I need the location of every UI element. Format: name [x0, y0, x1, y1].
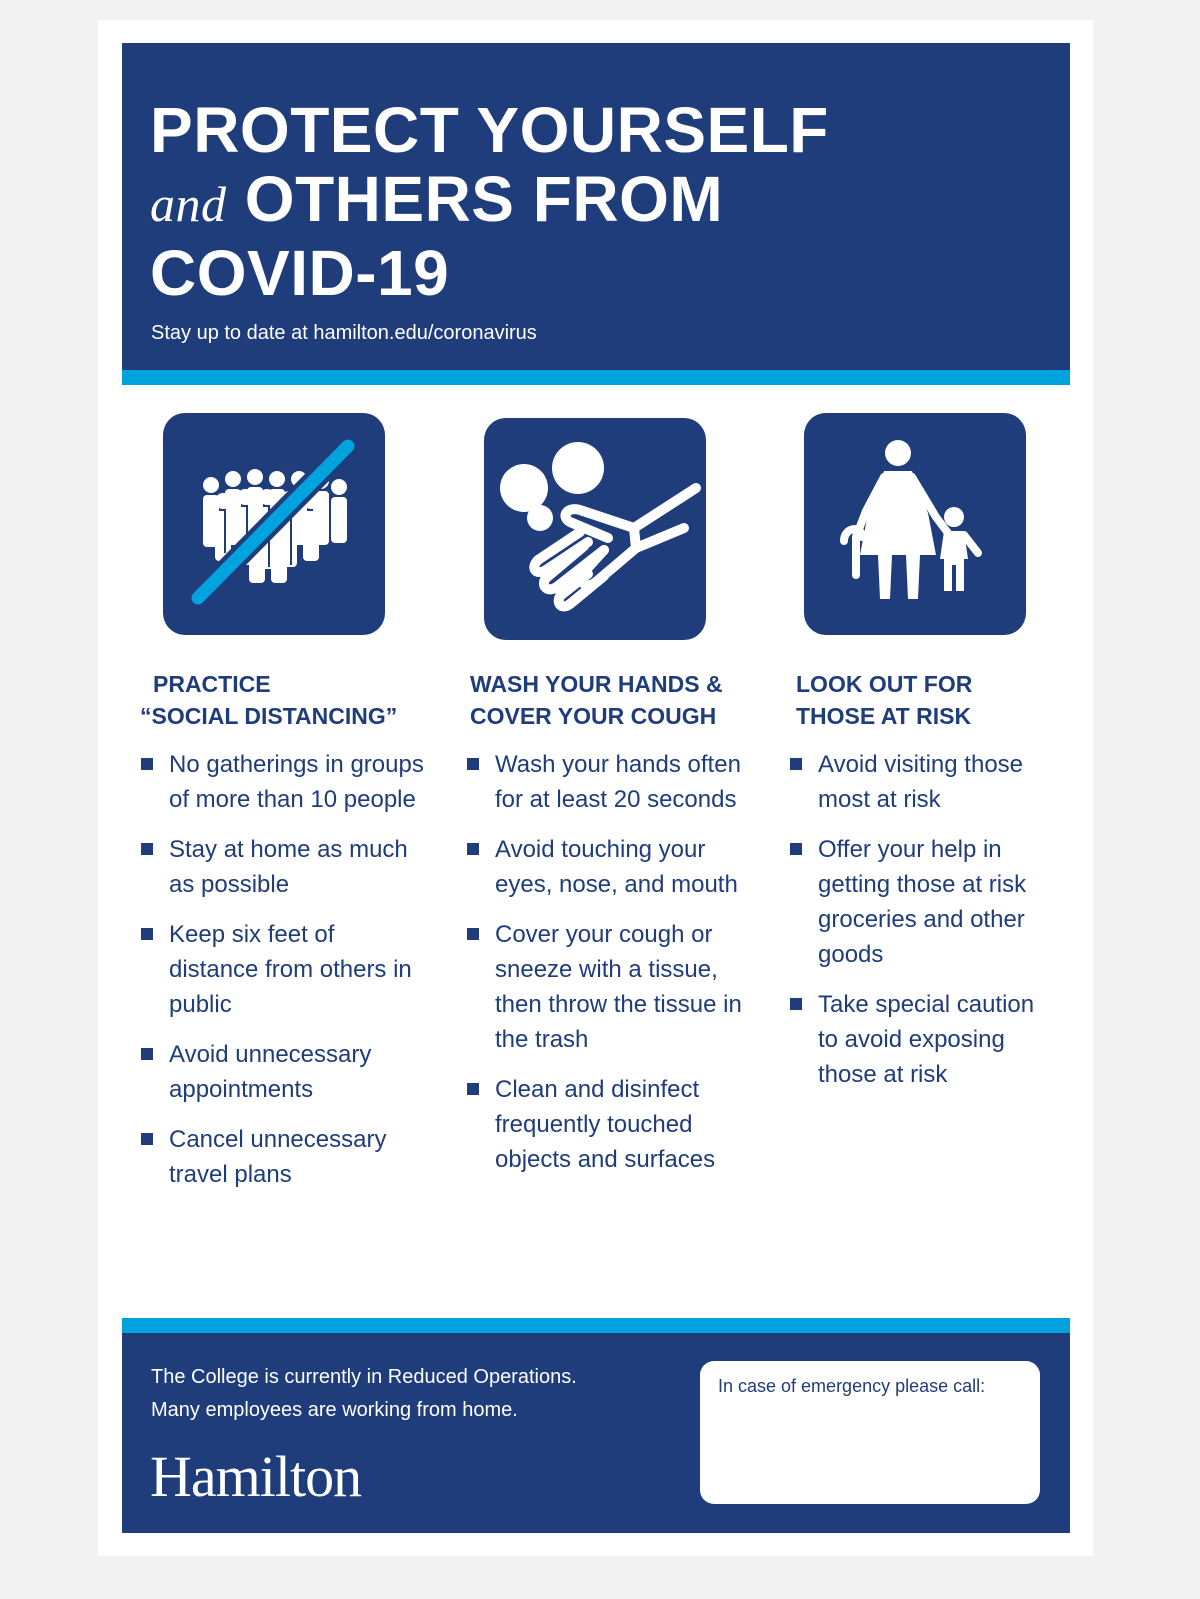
- list-item: [141, 917, 426, 1022]
- column-title-line-2: COVER YOUR COUGH: [470, 703, 717, 729]
- bullet-square: [790, 998, 802, 1010]
- bullet-square: [141, 1048, 153, 1060]
- list-item-text: Cover your cough or sneeze with a tissue, then throw the tissue in the trash: [495, 921, 742, 1053]
- list-item: [790, 987, 1060, 1092]
- column-title-line-1: WASH YOUR HANDS &: [470, 671, 723, 697]
- list-item-text: Stay at home as much as possible: [169, 836, 408, 898]
- social-distancing-list: [141, 747, 426, 1207]
- bullet-square: [141, 1133, 153, 1145]
- list-item: [467, 917, 757, 1057]
- column-title-line-2: THOSE AT RISK: [796, 703, 972, 729]
- column-title-at-risk: [796, 668, 972, 732]
- emergency-label: In case of emergency please call:: [718, 1376, 986, 1396]
- top-accent-stripe: [122, 370, 1070, 385]
- list-item: [467, 747, 757, 817]
- at-risk-list: [790, 747, 1060, 1107]
- title-line-2: OTHERS FROM: [244, 163, 724, 235]
- column-title-line-1: LOOK OUT FOR: [796, 671, 973, 697]
- column-title-social-distancing: [140, 668, 397, 732]
- bullet-square: [141, 843, 153, 855]
- bullet-square: [790, 758, 802, 770]
- list-item: [790, 747, 1060, 817]
- list-item-text: Clean and disinfect frequently touched objects and surfaces: [495, 1076, 716, 1173]
- bullet-square: [467, 928, 479, 940]
- footer-notice: [151, 1361, 577, 1427]
- bullet-square: [467, 1083, 479, 1095]
- column-title-wash-hands: [470, 668, 723, 732]
- list-item: [790, 832, 1060, 972]
- bullet-square: [467, 758, 479, 770]
- bullet-square: [790, 843, 802, 855]
- list-item-text: Keep six feet of distance from others in public: [169, 921, 412, 1018]
- page-title: [150, 96, 829, 308]
- title-line-1: PROTECT YOURSELF: [150, 94, 829, 166]
- header-subtitle: Stay up to date at hamilton.edu/coronavirus: [151, 322, 537, 344]
- list-item-text: Avoid visiting those most at risk: [818, 751, 1024, 813]
- list-item: [141, 1122, 426, 1192]
- list-item: [467, 832, 757, 902]
- list-item: [141, 747, 426, 817]
- bullet-square: [141, 928, 153, 940]
- footer-line-2: Many employees are working from home.: [151, 1399, 518, 1421]
- title-and: and: [150, 176, 227, 232]
- list-item-text: Offer your help in getting those at risk groceries and other goods: [818, 836, 1027, 968]
- list-item-text: Avoid touching your eyes, nose, and mouth: [495, 836, 738, 898]
- list-item-text: Take special caution to avoid exposing those at risk: [818, 991, 1035, 1088]
- at-risk-people-icon: [804, 413, 1026, 635]
- list-item-text: Avoid unnecessary appointments: [169, 1041, 372, 1103]
- column-title-line-1: PRACTICE: [153, 671, 271, 697]
- list-item: [467, 1072, 757, 1177]
- list-item-text: Cancel unnecessary travel plans: [169, 1126, 387, 1188]
- emergency-contact-box: [700, 1361, 1040, 1504]
- bullet-square: [467, 843, 479, 855]
- list-item: [141, 1037, 426, 1107]
- list-item-text: No gatherings in groups of more than 10 people: [169, 751, 424, 813]
- bullet-square: [141, 758, 153, 770]
- wash-hands-list: [467, 747, 757, 1192]
- bottom-accent-stripe: [122, 1318, 1070, 1333]
- list-item-text: Wash your hands often for at least 20 seconds: [495, 751, 741, 813]
- hamilton-logo: Hamilton: [150, 1444, 362, 1509]
- no-crowds-icon: [163, 413, 385, 635]
- footer-line-1: The College is currently in Reduced Operations.: [151, 1366, 577, 1388]
- title-line-3: COVID-19: [150, 237, 450, 309]
- list-item: [141, 832, 426, 902]
- hand-washing-icon: [484, 418, 706, 640]
- column-title-line-2: “SOCIAL DISTANCING”: [140, 703, 398, 729]
